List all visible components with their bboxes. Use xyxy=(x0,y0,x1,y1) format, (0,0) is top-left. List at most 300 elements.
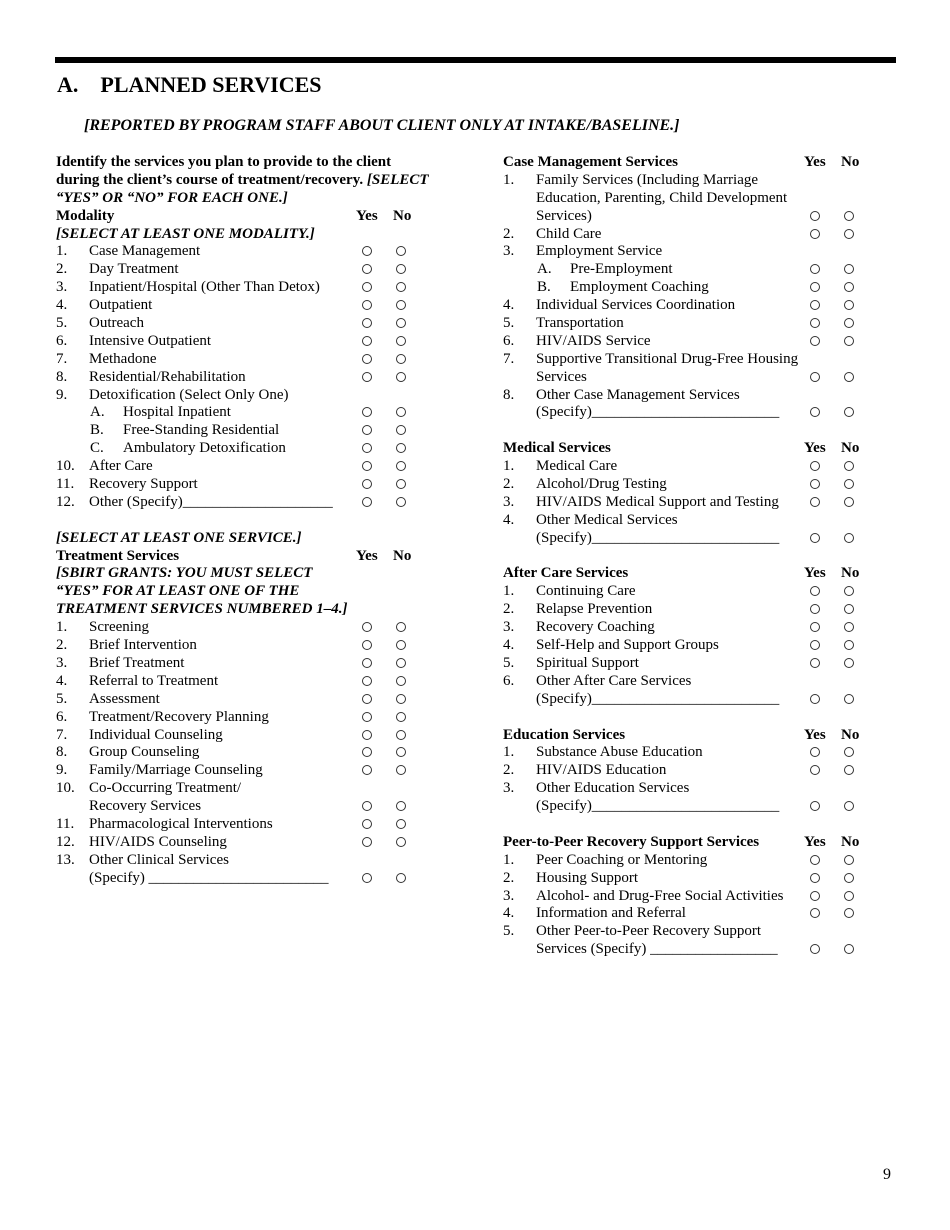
yes-column-header: Yes xyxy=(804,154,826,170)
yes-column-header: Yes xyxy=(356,547,378,564)
item-number: 2. xyxy=(503,225,515,242)
item-label: Residential/Rehabilitation xyxy=(89,368,246,385)
no-column-header: No xyxy=(841,726,860,743)
item-number: 4. xyxy=(56,297,68,314)
instruction-text: “YES” FOR AT LEAST ONE OF THE xyxy=(56,583,300,600)
yes-column-header: Yes xyxy=(804,726,826,743)
yes-radio[interactable] xyxy=(810,407,820,417)
yes-radio[interactable] xyxy=(810,944,820,954)
list-item xyxy=(503,762,873,780)
sbirt-instruction xyxy=(56,565,426,583)
item-label: Methadone xyxy=(89,350,157,367)
list-item xyxy=(56,494,426,512)
no-radio[interactable] xyxy=(844,282,854,292)
no-radio[interactable] xyxy=(396,658,406,668)
item-number: 10. xyxy=(56,780,75,797)
list-item xyxy=(503,226,873,244)
yes-radio[interactable] xyxy=(362,640,372,650)
spacer xyxy=(503,709,873,727)
item-number: 3. xyxy=(503,780,515,797)
item-number: 5. xyxy=(503,923,515,940)
no-radio[interactable] xyxy=(396,407,406,417)
treatment-header: Treatment Services xyxy=(56,547,180,564)
list-item xyxy=(56,387,426,405)
no-radio[interactable] xyxy=(396,819,406,829)
yes-radio[interactable] xyxy=(810,282,820,292)
list-item xyxy=(503,637,873,655)
list-item xyxy=(56,727,426,745)
yes-radio[interactable] xyxy=(362,622,372,632)
yes-radio[interactable] xyxy=(362,497,372,507)
item-label: Supportive Transitional Drug-Free Housing xyxy=(536,350,799,367)
no-radio[interactable] xyxy=(396,694,406,704)
item-number: 2. xyxy=(503,476,515,493)
no-radio[interactable] xyxy=(844,765,854,775)
item-label: Day Treatment xyxy=(89,261,179,278)
yes-radio[interactable] xyxy=(810,747,820,757)
item-label: Other (Specify)____________________ xyxy=(89,493,333,510)
list-item-continued xyxy=(503,941,873,959)
item-label: Other Clinical Services xyxy=(89,851,229,868)
no-radio[interactable] xyxy=(844,658,854,668)
list-item-continued xyxy=(503,691,873,709)
list-item xyxy=(56,744,426,762)
list-item xyxy=(503,923,873,941)
item-label: Services) xyxy=(536,207,592,224)
item-label: Child Care xyxy=(536,225,602,242)
medical-header: Medical Services xyxy=(503,440,611,457)
item-number: 7. xyxy=(56,350,68,367)
list-item xyxy=(503,172,873,190)
item-label: Spiritual Support xyxy=(536,654,639,671)
specify-field[interactable]: (Specify)_________________________ xyxy=(536,798,780,815)
peer-header: Peer-to-Peer Recovery Support Services xyxy=(503,833,760,850)
yes-radio[interactable] xyxy=(362,479,372,489)
yes-radio[interactable] xyxy=(362,354,372,364)
yes-radio[interactable] xyxy=(810,336,820,346)
yes-radio[interactable] xyxy=(362,282,372,292)
item-number: 9. xyxy=(56,762,68,779)
no-radio[interactable] xyxy=(844,694,854,704)
item-number: B. xyxy=(537,279,551,296)
yes-radio[interactable] xyxy=(810,801,820,811)
yes-radio[interactable] xyxy=(810,461,820,471)
aftercare-header-row xyxy=(503,565,873,583)
no-radio[interactable] xyxy=(844,801,854,811)
no-radio[interactable] xyxy=(844,461,854,471)
list-item xyxy=(503,673,873,691)
yes-radio[interactable] xyxy=(362,747,372,757)
yes-radio[interactable] xyxy=(810,586,820,596)
yes-radio[interactable] xyxy=(362,407,372,417)
no-radio[interactable] xyxy=(396,336,406,346)
item-label: Hospital Inpatient xyxy=(123,404,231,421)
list-item-continued xyxy=(503,404,873,422)
no-radio[interactable] xyxy=(396,747,406,757)
item-number: B. xyxy=(90,422,104,439)
no-radio[interactable] xyxy=(396,712,406,722)
item-number: 3. xyxy=(56,279,68,296)
list-item xyxy=(56,476,426,494)
item-label: Screening xyxy=(89,619,149,636)
sbirt-instruction xyxy=(56,601,426,619)
yes-radio[interactable] xyxy=(362,837,372,847)
item-number: 7. xyxy=(56,726,68,743)
yes-radio[interactable] xyxy=(362,730,372,740)
spacer xyxy=(503,816,873,834)
item-label: Inpatient/Hospital (Other Than Detox) xyxy=(89,279,320,296)
yes-radio[interactable] xyxy=(362,658,372,668)
list-item-continued xyxy=(503,208,873,226)
item-label: HIV/AIDS Education xyxy=(536,762,667,779)
spacer xyxy=(56,512,426,530)
specify-field[interactable]: (Specify)_________________________ xyxy=(536,404,780,421)
list-item xyxy=(503,333,873,351)
no-radio[interactable] xyxy=(844,336,854,346)
item-number: 9. xyxy=(56,386,68,403)
no-radio[interactable] xyxy=(396,640,406,650)
list-item xyxy=(56,619,426,637)
instruction-text: [SBIRT GRANTS: YOU MUST SELECT xyxy=(56,565,313,582)
no-radio[interactable] xyxy=(844,604,854,614)
no-column-header: No xyxy=(841,440,860,457)
item-label: Individual Counseling xyxy=(89,726,223,743)
treatment-instruction xyxy=(56,530,426,548)
item-label: Referral to Treatment xyxy=(89,672,219,689)
yes-radio[interactable] xyxy=(810,479,820,489)
no-radio[interactable] xyxy=(844,622,854,632)
yes-column-header: Yes xyxy=(804,833,826,850)
peer-header-row xyxy=(503,834,873,852)
item-number: 2. xyxy=(503,601,515,618)
spacer xyxy=(503,422,873,440)
item-number: 5. xyxy=(503,315,515,332)
yes-radio[interactable] xyxy=(810,318,820,328)
no-radio[interactable] xyxy=(844,855,854,865)
item-label: Other Medical Services xyxy=(536,511,678,528)
list-item xyxy=(503,780,873,798)
no-radio[interactable] xyxy=(844,264,854,274)
item-number: 3. xyxy=(56,654,68,671)
list-item xyxy=(503,494,873,512)
intro-line xyxy=(56,154,426,172)
list-item xyxy=(503,243,873,261)
item-number: 1. xyxy=(503,744,515,761)
yes-radio[interactable] xyxy=(810,300,820,310)
yes-radio[interactable] xyxy=(362,318,372,328)
no-radio[interactable] xyxy=(844,891,854,901)
item-label: Other Peer-to-Peer Recovery Support xyxy=(536,923,762,940)
yes-radio[interactable] xyxy=(362,873,372,883)
item-label: Education, Parenting, Child Development xyxy=(536,189,788,206)
item-label: Self-Help and Support Groups xyxy=(536,637,719,654)
yes-radio[interactable] xyxy=(810,229,820,239)
yes-radio[interactable] xyxy=(362,336,372,346)
list-item xyxy=(56,315,426,333)
yes-radio[interactable] xyxy=(810,640,820,650)
list-item xyxy=(56,655,426,673)
item-label: Individual Services Coordination xyxy=(536,297,736,314)
item-number: 4. xyxy=(503,905,515,922)
instruction-text: [SELECT AT LEAST ONE SERVICE.] xyxy=(56,529,302,546)
no-radio[interactable] xyxy=(844,908,854,918)
item-label: Other Case Management Services xyxy=(536,386,740,403)
item-number: 5. xyxy=(56,315,68,332)
yes-radio[interactable] xyxy=(362,819,372,829)
no-radio[interactable] xyxy=(844,229,854,239)
list-item xyxy=(56,691,426,709)
no-radio[interactable] xyxy=(396,246,406,256)
list-item xyxy=(56,243,426,261)
no-radio[interactable] xyxy=(844,211,854,221)
no-radio[interactable] xyxy=(844,944,854,954)
treatment-header-row xyxy=(56,548,426,566)
list-subitem xyxy=(503,261,873,279)
list-item-continued xyxy=(503,530,873,548)
item-label: Case Management xyxy=(89,243,201,260)
yes-radio[interactable] xyxy=(810,497,820,507)
section-title: A. PLANNED SERVICES xyxy=(57,72,322,97)
education-header: Education Services xyxy=(503,726,626,743)
item-label: Family Services (Including Marriage xyxy=(536,171,759,188)
yes-radio[interactable] xyxy=(810,908,820,918)
item-number: 2. xyxy=(56,261,68,278)
list-item xyxy=(503,351,873,369)
yes-radio[interactable] xyxy=(362,372,372,382)
item-number: 3. xyxy=(503,243,515,260)
item-label: Outreach xyxy=(89,315,144,332)
item-label: Outpatient xyxy=(89,297,153,314)
specify-field[interactable]: Services (Specify) _________________ xyxy=(536,941,778,958)
item-number: 1. xyxy=(56,619,68,636)
no-radio[interactable] xyxy=(844,300,854,310)
list-item xyxy=(56,333,426,351)
item-label: HIV/AIDS Service xyxy=(536,332,651,349)
item-label: Ambulatory Detoxification xyxy=(123,440,286,457)
item-number: 4. xyxy=(56,672,68,689)
intro-text: during the client’s course of treatment/recovery. xyxy=(56,171,367,188)
no-radio[interactable] xyxy=(396,461,406,471)
item-label: Detoxification (Select Only One) xyxy=(89,386,289,403)
item-label: Treatment/Recovery Planning xyxy=(89,708,269,725)
list-item xyxy=(56,261,426,279)
item-number: A. xyxy=(537,261,552,278)
item-number: 11. xyxy=(56,476,75,493)
item-label: Intensive Outpatient xyxy=(89,332,212,349)
no-column-header: No xyxy=(841,833,860,850)
item-label: Recovery Support xyxy=(89,476,198,493)
item-number: 3. xyxy=(503,493,515,510)
item-label: Pre-Employment xyxy=(570,261,673,278)
yes-radio[interactable] xyxy=(810,765,820,775)
no-radio[interactable] xyxy=(396,264,406,274)
item-number: 10. xyxy=(56,458,75,475)
list-item xyxy=(56,852,426,870)
education-header-row xyxy=(503,727,873,745)
no-radio[interactable] xyxy=(844,497,854,507)
item-number: 1. xyxy=(503,458,515,475)
item-label: Family/Marriage Counseling xyxy=(89,762,263,779)
yes-radio[interactable] xyxy=(362,694,372,704)
item-number: 13. xyxy=(56,851,75,868)
no-radio[interactable] xyxy=(396,730,406,740)
list-item xyxy=(56,673,426,691)
no-radio[interactable] xyxy=(844,747,854,757)
no-radio[interactable] xyxy=(396,676,406,686)
no-radio[interactable] xyxy=(396,622,406,632)
no-radio[interactable] xyxy=(396,443,406,453)
item-label: Alcohol/Drug Testing xyxy=(536,476,667,493)
intro-text: Identify the services you plan to provide to the client xyxy=(56,154,392,170)
top-rule xyxy=(55,57,896,63)
item-label: Assessment xyxy=(89,690,160,707)
yes-radio[interactable] xyxy=(810,694,820,704)
list-subitem xyxy=(56,404,426,422)
no-column-header: No xyxy=(393,547,412,564)
yes-radio[interactable] xyxy=(362,765,372,775)
list-item xyxy=(503,297,873,315)
yes-column-header: Yes xyxy=(356,207,378,224)
list-item xyxy=(503,315,873,333)
item-number: 12. xyxy=(56,493,75,510)
item-label: After Care xyxy=(89,458,153,475)
list-item-continued xyxy=(503,190,873,208)
yes-radio[interactable] xyxy=(810,855,820,865)
list-item xyxy=(503,852,873,870)
list-item-continued xyxy=(56,798,426,816)
no-radio[interactable] xyxy=(844,407,854,417)
no-radio[interactable] xyxy=(844,533,854,543)
spacer xyxy=(503,548,873,566)
yes-radio[interactable] xyxy=(810,873,820,883)
intro-instruction: [SELECT xyxy=(366,171,429,188)
no-column-header: No xyxy=(841,565,860,582)
list-item xyxy=(503,601,873,619)
item-label: Alcohol- and Drug-Free Social Activities xyxy=(536,887,784,904)
item-number: C. xyxy=(90,440,104,457)
item-label: Other After Care Services xyxy=(536,672,692,689)
specify-field[interactable]: (Specify)_________________________ xyxy=(536,690,780,707)
yes-radio[interactable] xyxy=(810,658,820,668)
item-label: Pharmacological Interventions xyxy=(89,815,273,832)
list-item xyxy=(503,744,873,762)
list-item xyxy=(503,387,873,405)
item-number: 12. xyxy=(56,833,75,850)
item-number: 4. xyxy=(503,511,515,528)
left-column xyxy=(56,154,429,888)
item-label: Free-Standing Residential xyxy=(123,422,280,439)
yes-column-header: Yes xyxy=(804,440,826,457)
list-item xyxy=(503,888,873,906)
sbirt-instruction xyxy=(56,583,426,601)
yes-radio[interactable] xyxy=(362,443,372,453)
no-radio[interactable] xyxy=(396,497,406,507)
no-radio[interactable] xyxy=(844,640,854,650)
yes-radio[interactable] xyxy=(362,712,372,722)
no-radio[interactable] xyxy=(396,479,406,489)
list-item xyxy=(56,369,426,387)
no-column-header: No xyxy=(393,207,412,224)
no-radio[interactable] xyxy=(844,586,854,596)
no-radio[interactable] xyxy=(844,372,854,382)
no-radio[interactable] xyxy=(396,801,406,811)
item-number: 8. xyxy=(56,744,68,761)
item-label: Recovery Coaching xyxy=(536,619,655,636)
no-radio[interactable] xyxy=(396,318,406,328)
modality-instruction xyxy=(56,226,426,244)
list-item xyxy=(503,512,873,530)
item-label: Other Education Services xyxy=(536,780,690,797)
item-label: Employment Service xyxy=(536,243,663,260)
aftercare-header: After Care Services xyxy=(503,565,629,582)
specify-field[interactable]: (Specify) ________________________ xyxy=(89,869,329,886)
yes-radio[interactable] xyxy=(810,604,820,614)
yes-radio[interactable] xyxy=(362,461,372,471)
yes-radio[interactable] xyxy=(362,425,372,435)
yes-radio[interactable] xyxy=(362,246,372,256)
modality-header-row xyxy=(56,208,426,226)
no-radio[interactable] xyxy=(396,837,406,847)
list-item-continued xyxy=(503,369,873,387)
item-number: 1. xyxy=(503,583,515,600)
no-radio[interactable] xyxy=(844,479,854,489)
list-item xyxy=(56,351,426,369)
item-label: HIV/AIDS Counseling xyxy=(89,833,227,850)
yes-radio[interactable] xyxy=(810,622,820,632)
yes-radio[interactable] xyxy=(810,211,820,221)
item-number: 11. xyxy=(56,815,75,832)
yes-radio[interactable] xyxy=(810,264,820,274)
specify-field[interactable]: (Specify)_________________________ xyxy=(536,529,780,546)
modality-header: Modality xyxy=(56,207,115,224)
yes-radio[interactable] xyxy=(362,801,372,811)
list-item xyxy=(56,709,426,727)
no-radio[interactable] xyxy=(396,372,406,382)
no-column-header: No xyxy=(841,154,860,170)
item-label: Relapse Prevention xyxy=(536,601,653,618)
item-label: Transportation xyxy=(536,315,624,332)
yes-radio[interactable] xyxy=(810,372,820,382)
case-management-header: Case Management Services xyxy=(503,154,678,170)
yes-radio[interactable] xyxy=(810,533,820,543)
yes-radio[interactable] xyxy=(362,676,372,686)
list-item xyxy=(56,297,426,315)
item-label: Brief Treatment xyxy=(89,654,185,671)
no-radio[interactable] xyxy=(844,873,854,883)
item-number: 1. xyxy=(503,851,515,868)
list-subitem xyxy=(56,440,426,458)
item-number: 7. xyxy=(503,350,515,367)
no-radio[interactable] xyxy=(396,873,406,883)
yes-radio[interactable] xyxy=(362,264,372,274)
list-item xyxy=(56,816,426,834)
item-number: A. xyxy=(90,404,105,421)
yes-radio[interactable] xyxy=(362,300,372,310)
item-number: 8. xyxy=(503,386,515,403)
item-label: Recovery Services xyxy=(89,798,202,815)
intro-instruction: “YES” OR “NO” FOR EACH ONE.] xyxy=(56,189,288,206)
no-radio[interactable] xyxy=(396,300,406,310)
intro-line xyxy=(56,190,426,208)
no-radio[interactable] xyxy=(396,282,406,292)
yes-radio[interactable] xyxy=(810,891,820,901)
medical-header-row xyxy=(503,440,873,458)
list-item xyxy=(56,834,426,852)
no-radio[interactable] xyxy=(396,765,406,775)
no-radio[interactable] xyxy=(396,425,406,435)
no-radio[interactable] xyxy=(844,318,854,328)
no-radio[interactable] xyxy=(396,354,406,364)
